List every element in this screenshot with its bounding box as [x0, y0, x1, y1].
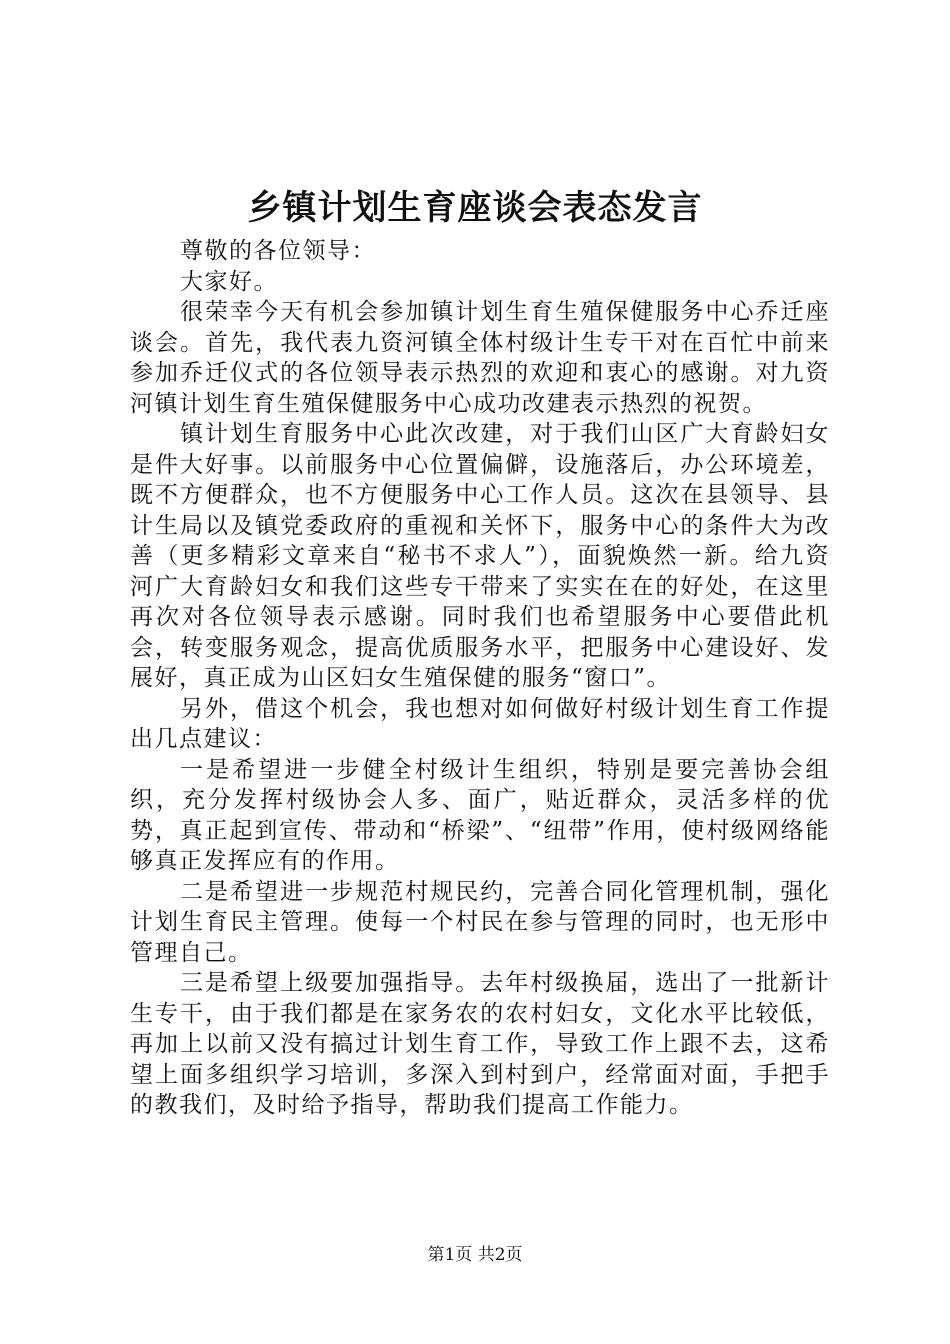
- body-paragraph: 镇计划生育服务中心此次改建，对于我们山区广大育龄妇女是件大好事。以前服务中心位置偏僻，设施落后，办公环境差，既不方便群众，也不方便服务中心工作人员。这次在县领导、县计生局以及镇党委政府的重视和关怀下，服务中心的条件大为改善（更多精彩文章来自“秘书不求人”），面貌焕然一新。给九资河广大育龄妇女和我们这些专干带来了实实在在的好处，在这里再次对各位领导表示感谢。同时我们也希望服务中心要借此机会，转变服务观念，提高优质服务水平，把服务中心建设好、发展好，真正成为山区妇女生殖保健的服务“窗口”。: [130, 421, 830, 691]
- body-paragraph: 很荣幸今天有机会参加镇计划生育生殖保健服务中心乔迁座谈会。首先，我代表九资河镇全体村级计生专干对在百忙中前来参加乔迁仪式的各位领导表示热烈的欢迎和衷心的感谢。对九资河镇计划生育生殖保健服务中心成功改建表示热烈的祝贺。: [130, 299, 830, 417]
- body-paragraph: 另外，借这个机会，我也想对如何做好村级计划生育工作提出几点建议：: [130, 695, 830, 752]
- salutation-paragraph: 尊敬的各位领导：: [180, 238, 376, 264]
- suggestion-paragraph: 二是希望进一步规范村规民约，完善合同化管理机制，强化计划生育民主管理。使每一个村民在参与管理的同时，也无形中管理自己。: [130, 878, 830, 966]
- suggestion-paragraph: 一是希望进一步健全村级计生组织，特别是要完善协会组织，充分发挥村级协会人多、面广，贴近群众，灵活多样的优势，真正起到宣传、带动和“桥梁”、“纽带”作用，使村级网络能够真正发挥应有的作用。: [130, 756, 830, 874]
- greeting-paragraph: 大家好。: [180, 268, 278, 295]
- page-footer: 第1页 共2页: [427, 1245, 523, 1265]
- document-body: [130, 236, 830, 1121]
- suggestion-paragraph: 三是希望上级要加强指导。去年村级换届，选出了一批新计生专干，由于我们都是在家务农的农村妇女，文化水平比较低，再加上以前又没有搞过计划生育工作，导致工作上跟不去，这希望上面多组织学习培训，多深入到村到户，经常面对面，手把手的教我们，及时给予指导，帮助我们提高工作能力。: [130, 970, 830, 1118]
- document-title: 乡镇计划生育座谈会表态发言: [247, 188, 703, 228]
